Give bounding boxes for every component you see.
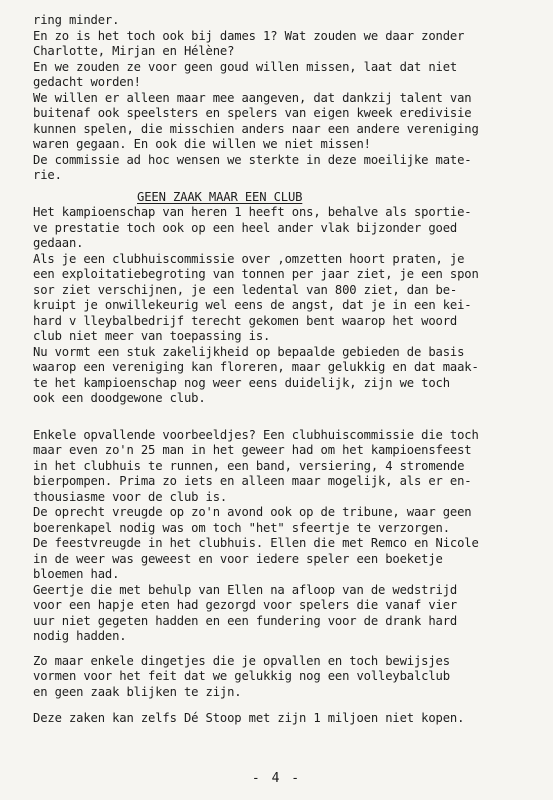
text-line: Enkele opvallende voorbeeldjes? Een clubhuiscommissie die toch	[33, 427, 479, 442]
text-line: nodig hadden.	[33, 629, 127, 643]
text-line: bierpompen. Prima zo iets en alleen maar mogelijk, als er en-	[33, 474, 472, 488]
text-line: rie.	[33, 168, 62, 182]
text-line: Als je een clubhuiscommissie over ,omzetten hoort praten, je	[33, 251, 465, 266]
text-line: te het kampioenschap nog weer eens duidelijk, zijn we toch	[33, 375, 450, 390]
text-line: Charlotte, Mirjan en Hélène?	[33, 44, 235, 58]
text-line: maar even zo'n 25 man in het geweer had om het kampioensfeest	[33, 443, 472, 457]
text-line: Zo maar enkele dingetjes die je opvallen en toch bewijsjes	[33, 653, 450, 668]
text-line: voor een hapje eten had gezorgd voor spelers die vanaf vier	[33, 598, 458, 612]
text-line: De feestvreugde in het clubhuis. Ellen die met Remco en Nicole	[33, 536, 479, 550]
text-line: waren gegaan. En ook die willen we niet missen!	[33, 137, 371, 151]
text-line: ook een doodgewone club.	[33, 391, 206, 405]
text-line: waarop een vereniging kan floreren, maar gelukkig en dat maak-	[33, 360, 479, 374]
text-line: Geertje die met behulp van Ellen na afloop van de wedstrijd	[33, 582, 458, 597]
text-line: vormen voor het feit dat we gelukkig nog een volleybalclub	[33, 669, 450, 683]
section-paragraph	[33, 205, 538, 407]
text-line: We willen er alleen maar mee aangeven, dat dankzij talent van	[33, 90, 472, 105]
text-line: en geen zaak blijken te zijn.	[33, 684, 242, 699]
text-line: buitenaf ook speelsters en spelers van eigen kweek eredivisie	[33, 106, 472, 120]
text-line: sor ziet verschijnen, je een ledental van 800 ziet, dan be-	[33, 282, 458, 297]
closing-paragraph	[33, 654, 538, 701]
examples-paragraph	[33, 428, 538, 645]
text-line: De oprecht vreugde op zo'n avond ook op de tribune, waar geen	[33, 505, 472, 519]
text-line: een exploitatiebegroting van tonnen per jaar ziet, je een spon	[33, 267, 479, 281]
page-number: - 4 -	[251, 771, 302, 786]
spacer	[33, 407, 538, 428]
spacer	[33, 700, 538, 711]
text-line: ring minder.	[33, 13, 120, 27]
final-sentence: Deze zaken kan zelfs Dé Stoop met zijn 1 miljoen niet kopen.	[33, 711, 465, 725]
text-line: in de weer was geweest en voor iedere speler een boeketje	[33, 551, 443, 566]
text-line: thousiasme voor de club is.	[33, 489, 228, 504]
text-line: gedacht worden!	[33, 75, 141, 89]
text-line: kruipt je onwillekeurig wel eens de angst, dat je in een kei-	[33, 298, 472, 312]
text-line: De commissie ad hoc wensen we sterkte in deze moeilijke mate-	[33, 152, 472, 167]
text-line: boerenkapel nodig was om toch "het" sfeertje te verzorgen.	[33, 520, 450, 535]
intro-paragraph	[33, 13, 538, 184]
text-line: gedaan.	[33, 236, 84, 250]
spacer	[33, 645, 538, 654]
text-line: bloemen had.	[33, 567, 120, 581]
text-line: club niet meer van toepassing is.	[33, 329, 271, 343]
text-line: En zo is het toch ook bij dames 1? Wat zouden we daar zonder	[33, 28, 465, 43]
text-line: Het kampioenschap van heren 1 heeft ons, behalve als sportie-	[33, 205, 472, 219]
section-heading: GEEN ZAAK MAAR EEN CLUB	[137, 189, 303, 204]
text-line: kunnen spelen, die misschien anders naar een andere vereniging	[33, 121, 479, 136]
text-line: uur niet gegeten hadden en een fundering voor de drank hard	[33, 613, 458, 628]
text-line: ve prestatie toch ook op een heel ander vlak bijzonder goed	[33, 220, 458, 235]
text-line: in het clubhuis te runnen, een band, versiering, 4 stromende	[33, 458, 465, 473]
text-line: hard v lleybalbedrijf terecht gekomen bent waarop het woord	[33, 313, 458, 328]
document-body	[33, 13, 538, 727]
text-line: Nu vormt een stuk zakelijkheid op bepaalde gebieden de basis	[33, 344, 465, 359]
text-line: En we zouden ze voor geen goud willen missen, laat dat niet	[33, 59, 458, 74]
